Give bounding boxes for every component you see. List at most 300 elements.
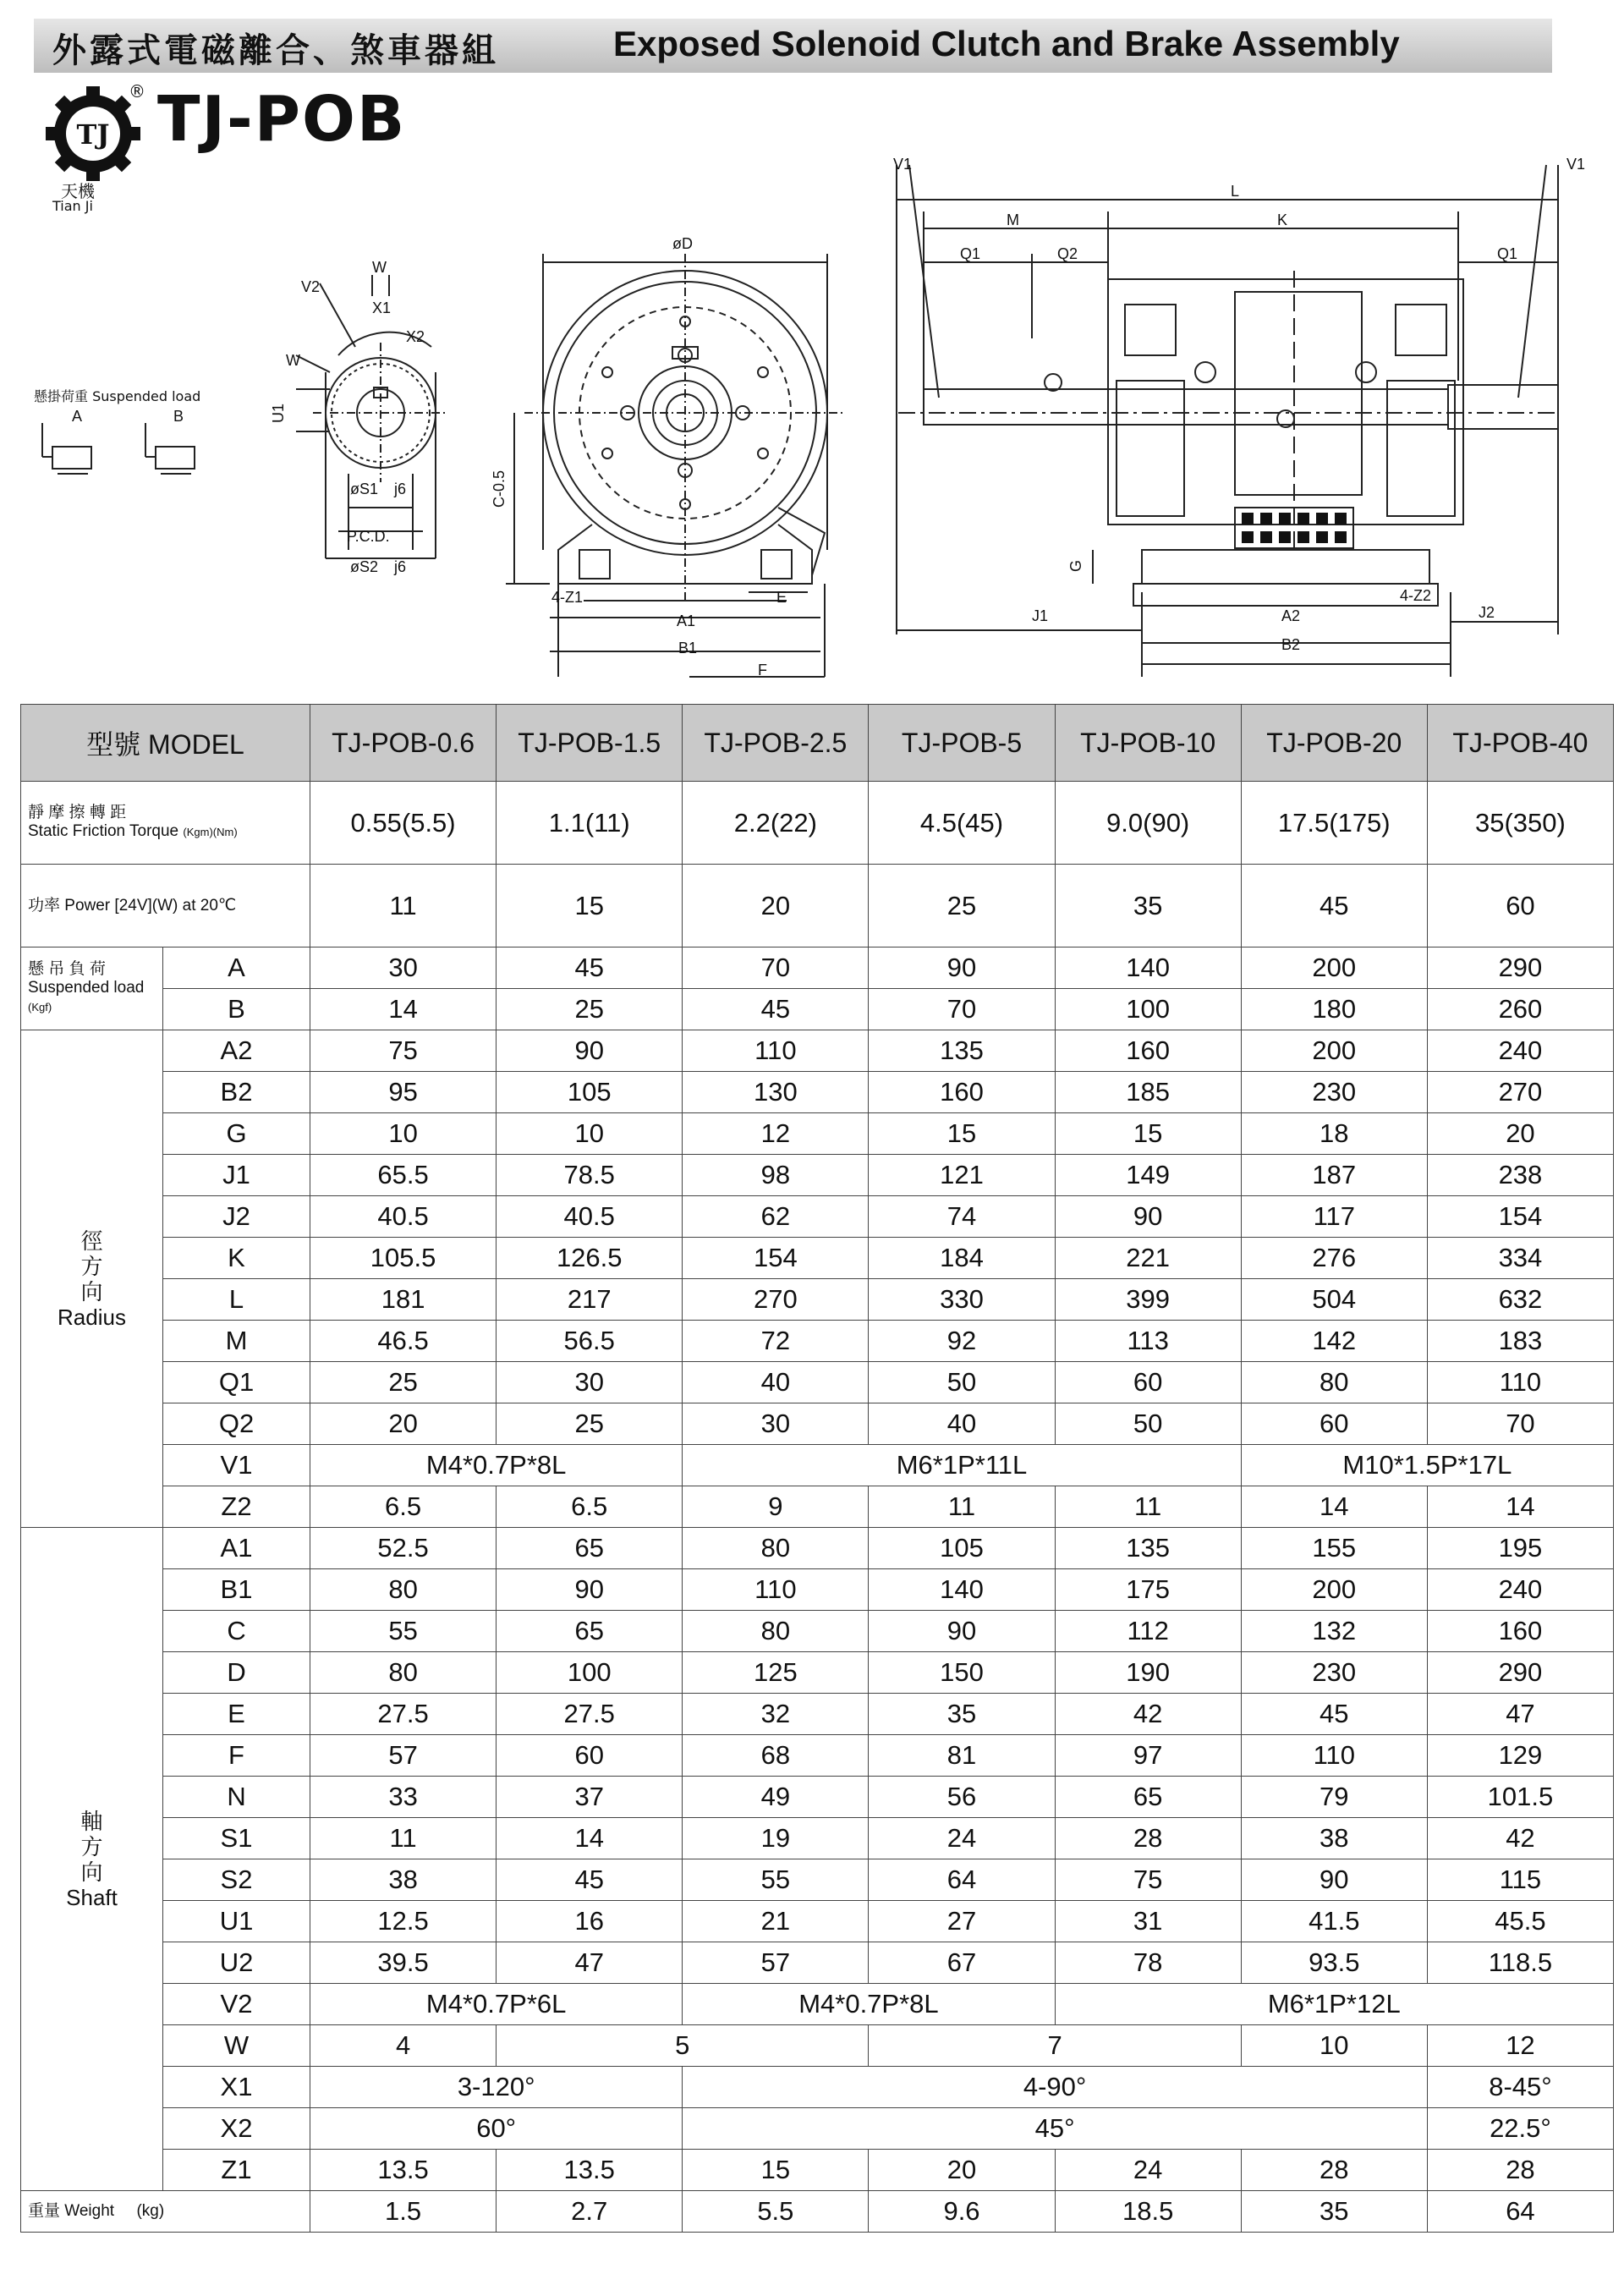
table-cell: M4*0.7P*8L [310, 1445, 683, 1486]
dim-s1: øS1 [350, 481, 379, 497]
table-cell: 24 [869, 1818, 1055, 1859]
table-cell: 22.5° [1427, 2108, 1613, 2150]
power-label: 功率 Power [24V](W) at 20℃ [21, 865, 310, 948]
table-cell: 129 [1427, 1735, 1613, 1777]
table-cell: 55 [310, 1611, 497, 1652]
row-key: S2 [163, 1859, 310, 1901]
table-cell: 38 [1241, 1818, 1427, 1859]
weight-cell: 1.5 [310, 2191, 497, 2233]
dim-q2: Q2 [1057, 245, 1078, 262]
dim-a2: A2 [1281, 607, 1301, 624]
table-cell: 46.5 [310, 1321, 497, 1362]
table-cell: 38 [310, 1859, 497, 1901]
suspended-label [21, 948, 163, 1030]
table-cell: 28 [1241, 2150, 1427, 2191]
table-cell: 6.5 [497, 1486, 683, 1528]
table-cell: M6*1P*11L [683, 1445, 1241, 1486]
row-key: V2 [163, 1984, 310, 2025]
radius-row [21, 1072, 1614, 1113]
table-cell: 72 [683, 1321, 869, 1362]
table-cell: 80 [683, 1611, 869, 1652]
table-cell: 117 [1241, 1196, 1427, 1238]
torque-unit: (Kgm)(Nm) [183, 826, 238, 838]
radius-label-en: Radius [58, 1304, 126, 1330]
logo-text: TJ [76, 118, 110, 151]
table-cell: 80 [310, 1569, 497, 1611]
suspended-load-title: 懸掛荷重 Suspended load [34, 388, 201, 404]
table-cell: 7 [869, 2025, 1241, 2067]
table-cell: 65.5 [310, 1155, 497, 1196]
dim-l: L [1231, 183, 1240, 200]
table-cell: 3-120° [310, 2067, 683, 2108]
weight-unit: (kg) [136, 2202, 165, 2220]
torque-cell: 9.0(90) [1055, 782, 1241, 865]
table-cell: 135 [1055, 1528, 1241, 1569]
power-cell: 35 [1055, 865, 1241, 948]
table-cell: 35 [869, 1694, 1055, 1735]
dim-w-top: W [372, 259, 387, 276]
shaft-row-x2 [21, 2108, 1614, 2150]
table-cell: 40 [869, 1403, 1055, 1445]
radius-group-label [21, 1030, 163, 1528]
radius-row [21, 1321, 1614, 1362]
table-cell: 40.5 [497, 1196, 683, 1238]
brand-name-chinese: 天機 [61, 181, 95, 201]
table-cell: 60 [497, 1735, 683, 1777]
table-cell: 24 [1055, 2150, 1241, 2191]
table-cell: 121 [869, 1155, 1055, 1196]
table-header-row [21, 705, 1614, 782]
dim-e: E [776, 589, 787, 606]
table-cell: 37 [497, 1777, 683, 1818]
table-cell: 10 [1241, 2025, 1427, 2067]
torque-cell: 4.5(45) [869, 782, 1055, 865]
table-cell: 260 [1427, 989, 1613, 1030]
shaft-row [21, 1942, 1614, 1984]
table-cell: 90 [497, 1030, 683, 1072]
shaft-group-label [21, 1528, 163, 2191]
table-cell: 28 [1055, 1818, 1241, 1859]
dim-s1-tolerance: j6 [394, 481, 407, 497]
table-cell: 230 [1241, 1072, 1427, 1113]
table-cell: 270 [683, 1279, 869, 1321]
dim-c: C-0.5 [491, 470, 508, 508]
row-key: X1 [163, 2067, 310, 2108]
shaft-row-x1 [21, 2067, 1614, 2108]
suspended-row-a [21, 948, 1614, 989]
table-cell: 290 [1427, 1652, 1613, 1694]
torque-cell: 35(350) [1427, 782, 1613, 865]
table-cell: 75 [310, 1030, 497, 1072]
power-cell: 15 [497, 865, 683, 948]
dim-j1: J1 [1032, 607, 1049, 624]
table-cell: 41.5 [1241, 1901, 1427, 1942]
table-cell: 68 [683, 1735, 869, 1777]
table-cell: 42 [1427, 1818, 1613, 1859]
table-cell: 142 [1241, 1321, 1427, 1362]
table-cell: 92 [869, 1321, 1055, 1362]
row-key: B2 [163, 1072, 310, 1113]
row-key: B [163, 989, 310, 1030]
table-cell: 110 [1427, 1362, 1613, 1403]
table-cell: 30 [497, 1362, 683, 1403]
table-cell: 42 [1055, 1694, 1241, 1735]
model-col-1: TJ-POB-1.5 [497, 705, 683, 782]
table-cell: 190 [1055, 1652, 1241, 1694]
table-cell: 14 [497, 1818, 683, 1859]
table-cell: 81 [869, 1735, 1055, 1777]
table-cell: 65 [497, 1528, 683, 1569]
specification-table [20, 704, 1614, 2233]
model-col-6: TJ-POB-40 [1427, 705, 1613, 782]
weight-row [21, 2191, 1614, 2233]
table-cell: 27 [869, 1901, 1055, 1942]
table-cell: 135 [869, 1030, 1055, 1072]
table-cell: 276 [1241, 1238, 1427, 1279]
table-cell: 20 [869, 2150, 1055, 2191]
table-cell: 65 [1055, 1777, 1241, 1818]
table-cell: 20 [1427, 1113, 1613, 1155]
table-cell: 4 [310, 2025, 497, 2067]
table-cell: 181 [310, 1279, 497, 1321]
table-cell: 90 [869, 1611, 1055, 1652]
table-cell: 184 [869, 1238, 1055, 1279]
table-cell: 56.5 [497, 1321, 683, 1362]
suspended-label-zh: 懸 吊 負 荷 [28, 960, 106, 978]
table-cell: 11 [869, 1486, 1055, 1528]
shaft-row-v2 [21, 1984, 1614, 2025]
table-cell: 45 [1241, 1694, 1427, 1735]
table-cell: 33 [310, 1777, 497, 1818]
radius-row [21, 1155, 1614, 1196]
shaft-row [21, 1901, 1614, 1942]
row-key: A [163, 948, 310, 989]
shaft-row [21, 1777, 1614, 1818]
table-cell: 118.5 [1427, 1942, 1613, 1984]
table-cell: 90 [1055, 1196, 1241, 1238]
table-cell: 56 [869, 1777, 1055, 1818]
table-cell: 27.5 [310, 1694, 497, 1735]
table-cell: 70 [1427, 1403, 1613, 1445]
dim-x1: X1 [372, 299, 392, 316]
shaft-row [21, 1652, 1614, 1694]
table-cell: 27.5 [497, 1694, 683, 1735]
table-cell: 4-90° [683, 2067, 1428, 2108]
table-cell: 18 [1241, 1113, 1427, 1155]
table-cell: 75 [1055, 1859, 1241, 1901]
table-cell: 80 [683, 1528, 869, 1569]
dim-q1-right: Q1 [1497, 245, 1518, 262]
suspended-label-en: Suspended load [28, 979, 145, 997]
model-col-3: TJ-POB-5 [869, 705, 1055, 782]
table-cell: 140 [869, 1569, 1055, 1611]
table-cell: 25 [310, 1362, 497, 1403]
table-cell: 632 [1427, 1279, 1613, 1321]
weight-cell: 64 [1427, 2191, 1613, 2233]
row-key: Z2 [163, 1486, 310, 1528]
dim-k: K [1277, 211, 1288, 228]
table-cell: 290 [1427, 948, 1613, 989]
table-cell: 80 [1241, 1362, 1427, 1403]
table-cell: M4*0.7P*8L [683, 1984, 1055, 2025]
row-key: D [163, 1652, 310, 1694]
table-cell: 399 [1055, 1279, 1241, 1321]
table-cell: 28 [1427, 2150, 1613, 2191]
table-cell: 90 [497, 1569, 683, 1611]
table-cell: 25 [497, 989, 683, 1030]
table-cell: 25 [497, 1403, 683, 1445]
weight-label [21, 2191, 310, 2233]
shaft-row [21, 1611, 1614, 1652]
table-cell: 67 [869, 1942, 1055, 1984]
table-cell: 100 [1055, 989, 1241, 1030]
dim-j2: J2 [1479, 604, 1495, 621]
weight-cell: 5.5 [683, 2191, 869, 2233]
table-cell: 98 [683, 1155, 869, 1196]
dim-g: G [1067, 559, 1084, 572]
table-cell: 57 [310, 1735, 497, 1777]
dim-z1: 4-Z1 [551, 589, 584, 606]
weight-cell: 35 [1241, 2191, 1427, 2233]
table-cell: 217 [497, 1279, 683, 1321]
table-cell: 11 [1055, 1486, 1241, 1528]
radius-row [21, 1403, 1614, 1445]
row-key: K [163, 1238, 310, 1279]
row-key: F [163, 1735, 310, 1777]
title-chinese: 外露式電磁離合、煞車器組 [52, 31, 499, 70]
table-cell: 200 [1241, 1030, 1427, 1072]
table-cell: 12 [683, 1113, 869, 1155]
table-cell: 21 [683, 1901, 869, 1942]
table-cell: 15 [1055, 1113, 1241, 1155]
table-cell: M6*1P*12L [1055, 1984, 1613, 2025]
table-cell: 110 [683, 1030, 869, 1072]
power-cell: 25 [869, 865, 1055, 948]
table-cell: 155 [1241, 1528, 1427, 1569]
table-cell: M4*0.7P*6L [310, 1984, 683, 2025]
row-key: E [163, 1694, 310, 1735]
load-a-label: A [72, 408, 83, 425]
table-cell: 140 [1055, 948, 1241, 989]
power-row [21, 865, 1614, 948]
table-cell: 183 [1427, 1321, 1613, 1362]
dim-u1: U1 [270, 403, 287, 423]
side-section-view [897, 165, 1558, 677]
dim-pcd: P.C.D. [347, 528, 390, 545]
table-cell: 149 [1055, 1155, 1241, 1196]
row-key: B1 [163, 1569, 310, 1611]
weight-cell: 9.6 [869, 2191, 1055, 2233]
row-key: L [163, 1279, 310, 1321]
table-cell: 105 [869, 1528, 1055, 1569]
registered-mark: ® [129, 81, 145, 102]
shaft-row [21, 1818, 1614, 1859]
dim-d: øD [672, 235, 693, 252]
suspended-row-b [21, 989, 1614, 1030]
table-cell: 160 [869, 1072, 1055, 1113]
table-cell: 74 [869, 1196, 1055, 1238]
table-cell: 45.5 [1427, 1901, 1613, 1942]
row-key: U1 [163, 1901, 310, 1942]
table-cell: 95 [310, 1072, 497, 1113]
table-cell: 334 [1427, 1238, 1613, 1279]
table-cell: 101.5 [1427, 1777, 1613, 1818]
row-key: N [163, 1777, 310, 1818]
radius-row [21, 1362, 1614, 1403]
dim-b2: B2 [1281, 636, 1301, 653]
suspended-load-b-diagram [145, 423, 195, 474]
power-cell: 60 [1427, 865, 1613, 948]
table-cell: 57 [683, 1942, 869, 1984]
table-cell: 14 [1427, 1486, 1613, 1528]
table-cell: 8-45° [1427, 2067, 1613, 2108]
table-cell: 70 [683, 948, 869, 989]
dim-v1-right: V1 [1566, 156, 1586, 173]
table-cell: 126.5 [497, 1238, 683, 1279]
row-key: J2 [163, 1196, 310, 1238]
radius-label-zh: 徑 方 向 [80, 1228, 103, 1305]
model-series-title: TJ-POB [157, 83, 407, 156]
table-cell: 150 [869, 1652, 1055, 1694]
table-cell: 78 [1055, 1942, 1241, 1984]
dim-z2: 4-Z2 [1400, 587, 1432, 604]
shaft-row [21, 1859, 1614, 1901]
table-cell: 13.5 [310, 2150, 497, 2191]
torque-row [21, 782, 1614, 865]
table-cell: 19 [683, 1818, 869, 1859]
row-key: U2 [163, 1942, 310, 1984]
torque-cell: 17.5(175) [1241, 782, 1427, 865]
suspended-unit: (Kgf) [28, 1001, 52, 1013]
table-cell: 49 [683, 1777, 869, 1818]
table-cell: M10*1.5P*17L [1241, 1445, 1613, 1486]
table-cell: 105.5 [310, 1238, 497, 1279]
shaft-row [21, 1528, 1614, 1569]
model-col-5: TJ-POB-20 [1241, 705, 1427, 782]
load-b-label: B [173, 408, 184, 425]
table-cell: 78.5 [497, 1155, 683, 1196]
table-cell: 125 [683, 1652, 869, 1694]
table-cell: 14 [310, 989, 497, 1030]
dim-v2: V2 [301, 278, 321, 295]
table-cell: 200 [1241, 1569, 1427, 1611]
table-cell: 47 [1427, 1694, 1613, 1735]
dim-w-side: W [286, 352, 300, 369]
table-cell: 32 [683, 1694, 869, 1735]
table-cell: 504 [1241, 1279, 1427, 1321]
table-cell: 13.5 [497, 2150, 683, 2191]
table-cell: 45 [683, 989, 869, 1030]
row-key: J1 [163, 1155, 310, 1196]
table-cell: 185 [1055, 1072, 1241, 1113]
title-english: Exposed Solenoid Clutch and Brake Assembly [613, 24, 1400, 63]
shaft-end-view [296, 275, 448, 558]
row-key: C [163, 1611, 310, 1652]
table-cell: 50 [1055, 1403, 1241, 1445]
table-cell: 110 [683, 1569, 869, 1611]
table-cell: 15 [683, 2150, 869, 2191]
row-key: V1 [163, 1445, 310, 1486]
table-cell: 195 [1427, 1528, 1613, 1569]
shaft-row-w [21, 2025, 1614, 2067]
radius-row [21, 1030, 1614, 1072]
dim-v1-left: V1 [893, 156, 913, 173]
table-cell: 175 [1055, 1569, 1241, 1611]
table-cell: 330 [869, 1279, 1055, 1321]
row-key: S1 [163, 1818, 310, 1859]
table-cell: 5 [497, 2025, 869, 2067]
table-cell: 93.5 [1241, 1942, 1427, 1984]
power-cell: 45 [1241, 865, 1427, 948]
table-cell: 10 [310, 1113, 497, 1155]
power-cell: 11 [310, 865, 497, 948]
table-cell: 64 [869, 1859, 1055, 1901]
dim-a1: A1 [677, 612, 696, 629]
table-cell: 132 [1241, 1611, 1427, 1652]
suspended-load-a-diagram [42, 423, 91, 474]
dim-f: F [758, 662, 767, 678]
table-cell: 20 [310, 1403, 497, 1445]
table-cell: 31 [1055, 1901, 1241, 1942]
weight-cell: 2.7 [497, 2191, 683, 2233]
table-cell: 70 [869, 989, 1055, 1030]
table-cell: 39.5 [310, 1942, 497, 1984]
row-key: Q1 [163, 1362, 310, 1403]
weight-cell: 18.5 [1055, 2191, 1241, 2233]
shaft-row [21, 1569, 1614, 1611]
table-cell: 180 [1241, 989, 1427, 1030]
table-cell: 12 [1427, 2025, 1613, 2067]
dim-s2: øS2 [350, 558, 379, 575]
table-cell: 30 [310, 948, 497, 989]
table-cell: 160 [1427, 1611, 1613, 1652]
technical-drawings [0, 0, 1624, 702]
radius-row-v1 [21, 1445, 1614, 1486]
row-key: M [163, 1321, 310, 1362]
table-cell: 45 [497, 948, 683, 989]
shaft-row [21, 1735, 1614, 1777]
radius-row [21, 1279, 1614, 1321]
shaft-row [21, 1694, 1614, 1735]
table-cell: 112 [1055, 1611, 1241, 1652]
power-cell: 20 [683, 865, 869, 948]
table-cell: 240 [1427, 1569, 1613, 1611]
table-cell: 270 [1427, 1072, 1613, 1113]
model-col-4: TJ-POB-10 [1055, 705, 1241, 782]
row-key: A1 [163, 1528, 310, 1569]
row-key: Z1 [163, 2150, 310, 2191]
torque-label-zh: 靜 摩 擦 轉 距 [28, 804, 127, 821]
table-cell: 90 [869, 948, 1055, 989]
radius-row [21, 1238, 1614, 1279]
table-cell: 90 [1241, 1859, 1427, 1901]
table-cell: 79 [1241, 1777, 1427, 1818]
table-cell: 230 [1241, 1652, 1427, 1694]
table-cell: 130 [683, 1072, 869, 1113]
table-cell: 240 [1427, 1030, 1613, 1072]
model-header: 型號 MODEL [21, 705, 310, 782]
table-cell: 60 [1241, 1403, 1427, 1445]
table-cell: 40 [683, 1362, 869, 1403]
front-view [506, 254, 846, 677]
table-cell: 10 [497, 1113, 683, 1155]
torque-label-en: Static Friction Torque [28, 822, 179, 840]
table-cell: 115 [1427, 1859, 1613, 1901]
table-cell: 62 [683, 1196, 869, 1238]
table-cell: 9 [683, 1486, 869, 1528]
table-cell: 15 [869, 1113, 1055, 1155]
row-key: Q2 [163, 1403, 310, 1445]
